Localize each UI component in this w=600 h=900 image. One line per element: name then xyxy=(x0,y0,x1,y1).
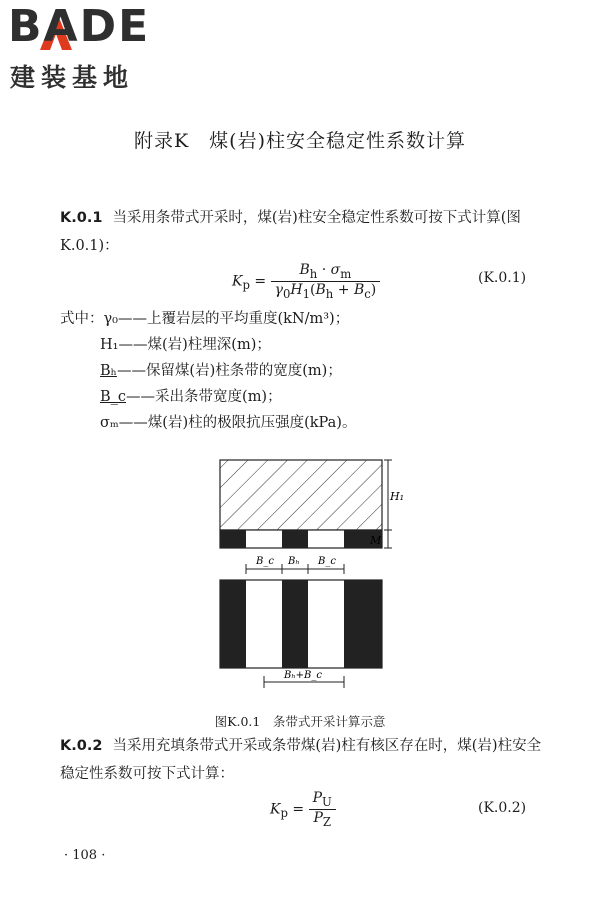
symbol-definitions xyxy=(60,306,356,436)
equation-number: (K.0.2) xyxy=(478,800,527,816)
figure-caption: 图K.0.1 条带式开采计算示意 xyxy=(214,714,386,729)
overburden-strata xyxy=(220,460,382,530)
label-m: M xyxy=(370,534,382,547)
definition-line: H₁——煤(岩)柱埋深(m)； xyxy=(100,337,271,353)
section-text: 当采用充填条带式开采或条带煤(岩)柱有核区存在时，煤(岩)柱安全稳定性系数可按下式计算： xyxy=(60,738,542,782)
page-title: 附录K 煤(岩)柱安全稳定性系数计算 xyxy=(133,130,467,152)
section-k02 xyxy=(60,732,550,788)
formula-k01: $K_p$ = $\frac{B_h \cdot \sigma_m}{\gamma_0H_1(B_h + B_c)}$ xyxy=(232,262,380,301)
logo-brand-text: BADE xyxy=(8,1,151,52)
label-total-width: Bₕ+B_c xyxy=(284,670,323,681)
label-bh: Bₕ xyxy=(288,556,300,567)
equation-number: (K.0.1) xyxy=(478,270,527,286)
section-number: K.0.1 xyxy=(60,210,103,226)
definition-line: 式中：γ₀——上覆岩层的平均重度(kN/m³)； xyxy=(60,311,350,327)
label-bc: B_c xyxy=(256,556,274,567)
section-text: 当采用条带式开采时，煤(岩)柱安全稳定性系数可按下式计算(图K.0.1)： xyxy=(60,210,521,254)
definition-line: Bₕ——保留煤(岩)柱条带的宽度(m)； xyxy=(100,363,342,379)
pillar-strip xyxy=(282,580,308,668)
formula-k02: $K_p$ = $\frac{P_U}{P_Z}$ xyxy=(270,790,336,829)
formula-fraction: $\frac{B_h \cdot \sigma_m}{\gamma_0H_1(B_h + B_c)}$ xyxy=(271,262,381,301)
label-h1: H₁ xyxy=(390,490,405,503)
coal-pillar xyxy=(282,530,308,548)
strip-mining-diagram xyxy=(212,456,405,698)
logo-subtitle: 建装基地 xyxy=(10,63,135,92)
section-number: K.0.2 xyxy=(60,738,103,754)
brand-logo xyxy=(8,1,178,92)
pillar-strip xyxy=(344,580,382,668)
formula-fraction: $\frac{P_U}{P_Z}$ xyxy=(309,790,336,829)
definition-line: σₘ——煤(岩)柱的极限抗压强度(kPa)。 xyxy=(100,415,357,431)
page-number: · 108 · xyxy=(64,848,106,863)
section-k01 xyxy=(60,204,550,260)
definition-line: B_c——采出条带宽度(m)； xyxy=(100,389,282,405)
pillar-strip xyxy=(220,580,246,668)
coal-pillar xyxy=(220,530,246,548)
label-bc: B_c xyxy=(318,556,336,567)
